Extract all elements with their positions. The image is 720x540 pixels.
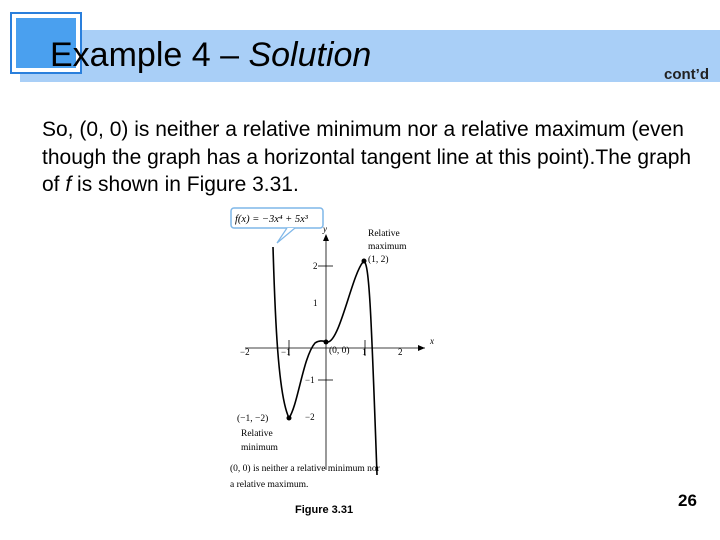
x-axis-arrow bbox=[418, 345, 425, 351]
continued-label: cont’d bbox=[664, 66, 709, 83]
note-line1: (0, 0) is neither a relative minimum nor bbox=[230, 464, 380, 474]
max-label-line1: Relative bbox=[368, 229, 400, 239]
x-tick-label: −2 bbox=[240, 347, 250, 357]
body-text-start: So, (0, 0) is neither a relative minimum nor a relative maximum (even though the graph has a horizontal tangent line at this point).The graph of bbox=[42, 118, 692, 196]
slide-title-main: Example 4 – bbox=[50, 36, 249, 74]
relative-maximum-point bbox=[362, 259, 367, 264]
y-tick-label: 2 bbox=[313, 261, 318, 271]
relative-minimum-point bbox=[287, 416, 292, 421]
function-curve bbox=[273, 247, 377, 475]
function-label: f(x) = −3x⁴ + 5x³ bbox=[235, 214, 308, 225]
y-tick-label: 1 bbox=[313, 298, 318, 308]
min-label-line2: Relative bbox=[241, 429, 273, 439]
body-paragraph bbox=[42, 116, 692, 199]
max-label-line2: maximum bbox=[368, 242, 407, 252]
y-tick-label: −2 bbox=[305, 412, 315, 422]
x-tick-label: 2 bbox=[398, 347, 403, 357]
y-tick-label: −1 bbox=[305, 375, 315, 385]
x-axis-label: x bbox=[430, 336, 434, 346]
y-axis-arrow bbox=[323, 234, 329, 241]
y-axis-label: y bbox=[323, 224, 327, 234]
min-label-line1: (−1, −2) bbox=[237, 414, 269, 424]
min-label-line3: minimum bbox=[241, 443, 278, 453]
max-label-line3: (1, 2) bbox=[368, 255, 389, 265]
origin-label: (0, 0) bbox=[329, 346, 350, 356]
body-text-end: is shown in Figure 3.31. bbox=[71, 173, 299, 196]
graph-svg bbox=[225, 205, 455, 495]
function-label-pointer bbox=[277, 228, 295, 243]
body-text-f: f bbox=[65, 173, 72, 196]
origin-point bbox=[324, 340, 329, 345]
x-tick-label: −1 bbox=[281, 347, 291, 357]
slide-title bbox=[50, 33, 371, 77]
figure-caption: Figure 3.31 bbox=[295, 504, 354, 516]
figure-graph bbox=[225, 205, 455, 500]
slide-title-italic: Solution bbox=[248, 36, 372, 74]
x-tick-label: 1 bbox=[362, 347, 367, 357]
page-number: 26 bbox=[678, 491, 697, 510]
note-line2: a relative maximum. bbox=[230, 480, 309, 490]
